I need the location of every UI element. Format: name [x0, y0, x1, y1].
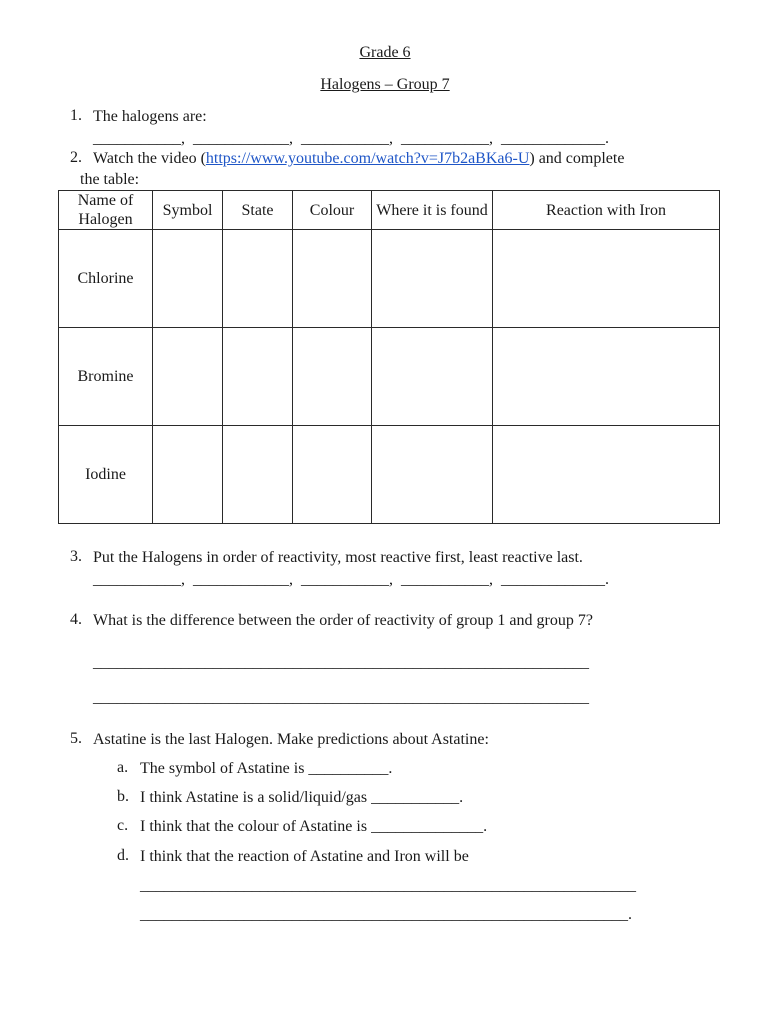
question-2-text-after: ) and complete	[529, 150, 625, 167]
table-empty-cell	[293, 230, 372, 328]
table-empty-cell	[153, 426, 223, 524]
question-4-answer-line: ______________________________________________________________	[93, 654, 589, 671]
question-3-blanks: ___________, ____________, ___________, ___________, _____________.	[93, 571, 609, 588]
question-5d-text: I think that the reaction of Astatine and Iron will be	[140, 848, 469, 865]
page-title: Grade 6	[359, 44, 411, 61]
question-5c-label: c.	[117, 817, 129, 834]
question-5d-label: d.	[117, 847, 129, 864]
halogen-name-cell: Chlorine	[59, 230, 153, 328]
table-row	[59, 426, 720, 524]
halogen-name-cell: Bromine	[59, 328, 153, 426]
page-subtitle: Halogens – Group 7	[320, 76, 450, 93]
table-empty-cell	[493, 426, 720, 524]
table-header-cell: Where it is found	[372, 191, 493, 230]
question-5d-answer-line: ______________________________________________________________	[140, 877, 636, 894]
question-3-text: Put the Halogens in order of reactivity, most reactive first, least reactive last.	[93, 549, 583, 566]
table-empty-cell	[153, 328, 223, 426]
question-5-text: Astatine is the last Halogen. Make predictions about Astatine:	[93, 731, 489, 748]
table-row	[59, 328, 720, 426]
table-empty-cell	[372, 328, 493, 426]
question-5a-text: The symbol of Astatine is __________.	[140, 760, 393, 777]
question-2-text-line2: the table:	[80, 171, 140, 188]
question-2-number: 2.	[70, 149, 82, 166]
question-1-text: The halogens are:	[93, 108, 207, 125]
table-empty-cell	[153, 230, 223, 328]
table-empty-cell	[372, 426, 493, 524]
table-empty-cell	[293, 426, 372, 524]
question-5b-label: b.	[117, 788, 129, 805]
table-empty-cell	[493, 230, 720, 328]
table-header-cell: Name of Halogen	[59, 191, 153, 230]
table-empty-cell	[293, 328, 372, 426]
question-4-answer-line: ______________________________________________________________	[93, 689, 589, 706]
table-empty-cell	[223, 230, 293, 328]
table-empty-cell	[223, 426, 293, 524]
table-header-cell: Reaction with Iron	[493, 191, 720, 230]
question-1-blanks: ___________, ____________, ___________, ___________, _____________.	[93, 130, 609, 147]
table-header-row	[59, 191, 720, 230]
table-header-cell: State	[223, 191, 293, 230]
table-header-cell: Colour	[293, 191, 372, 230]
question-1-number: 1.	[70, 107, 82, 124]
question-5d-answer-line: _____________________________________________________________.	[140, 906, 632, 923]
question-4-number: 4.	[70, 611, 82, 628]
video-link[interactable]: https://www.youtube.com/watch?v=J7b2aBKa6-U	[205, 150, 530, 167]
question-5b-text: I think Astatine is a solid/liquid/gas ___________.	[140, 789, 464, 806]
table-empty-cell	[372, 230, 493, 328]
halogen-table	[58, 190, 720, 524]
table-header-cell: Symbol	[153, 191, 223, 230]
question-4-text: What is the difference between the order of reactivity of group 1 and group 7?	[93, 612, 593, 629]
table-empty-cell	[493, 328, 720, 426]
question-3-number: 3.	[70, 548, 82, 565]
question-2-text	[93, 149, 624, 169]
question-5-number: 5.	[70, 730, 82, 747]
table-row	[59, 230, 720, 328]
question-5a-label: a.	[117, 759, 129, 776]
question-2-text-before: Watch the video (	[93, 150, 206, 167]
halogen-name-cell: Iodine	[59, 426, 153, 524]
question-5c-text: I think that the colour of Astatine is ______________.	[140, 818, 488, 835]
table-empty-cell	[223, 328, 293, 426]
